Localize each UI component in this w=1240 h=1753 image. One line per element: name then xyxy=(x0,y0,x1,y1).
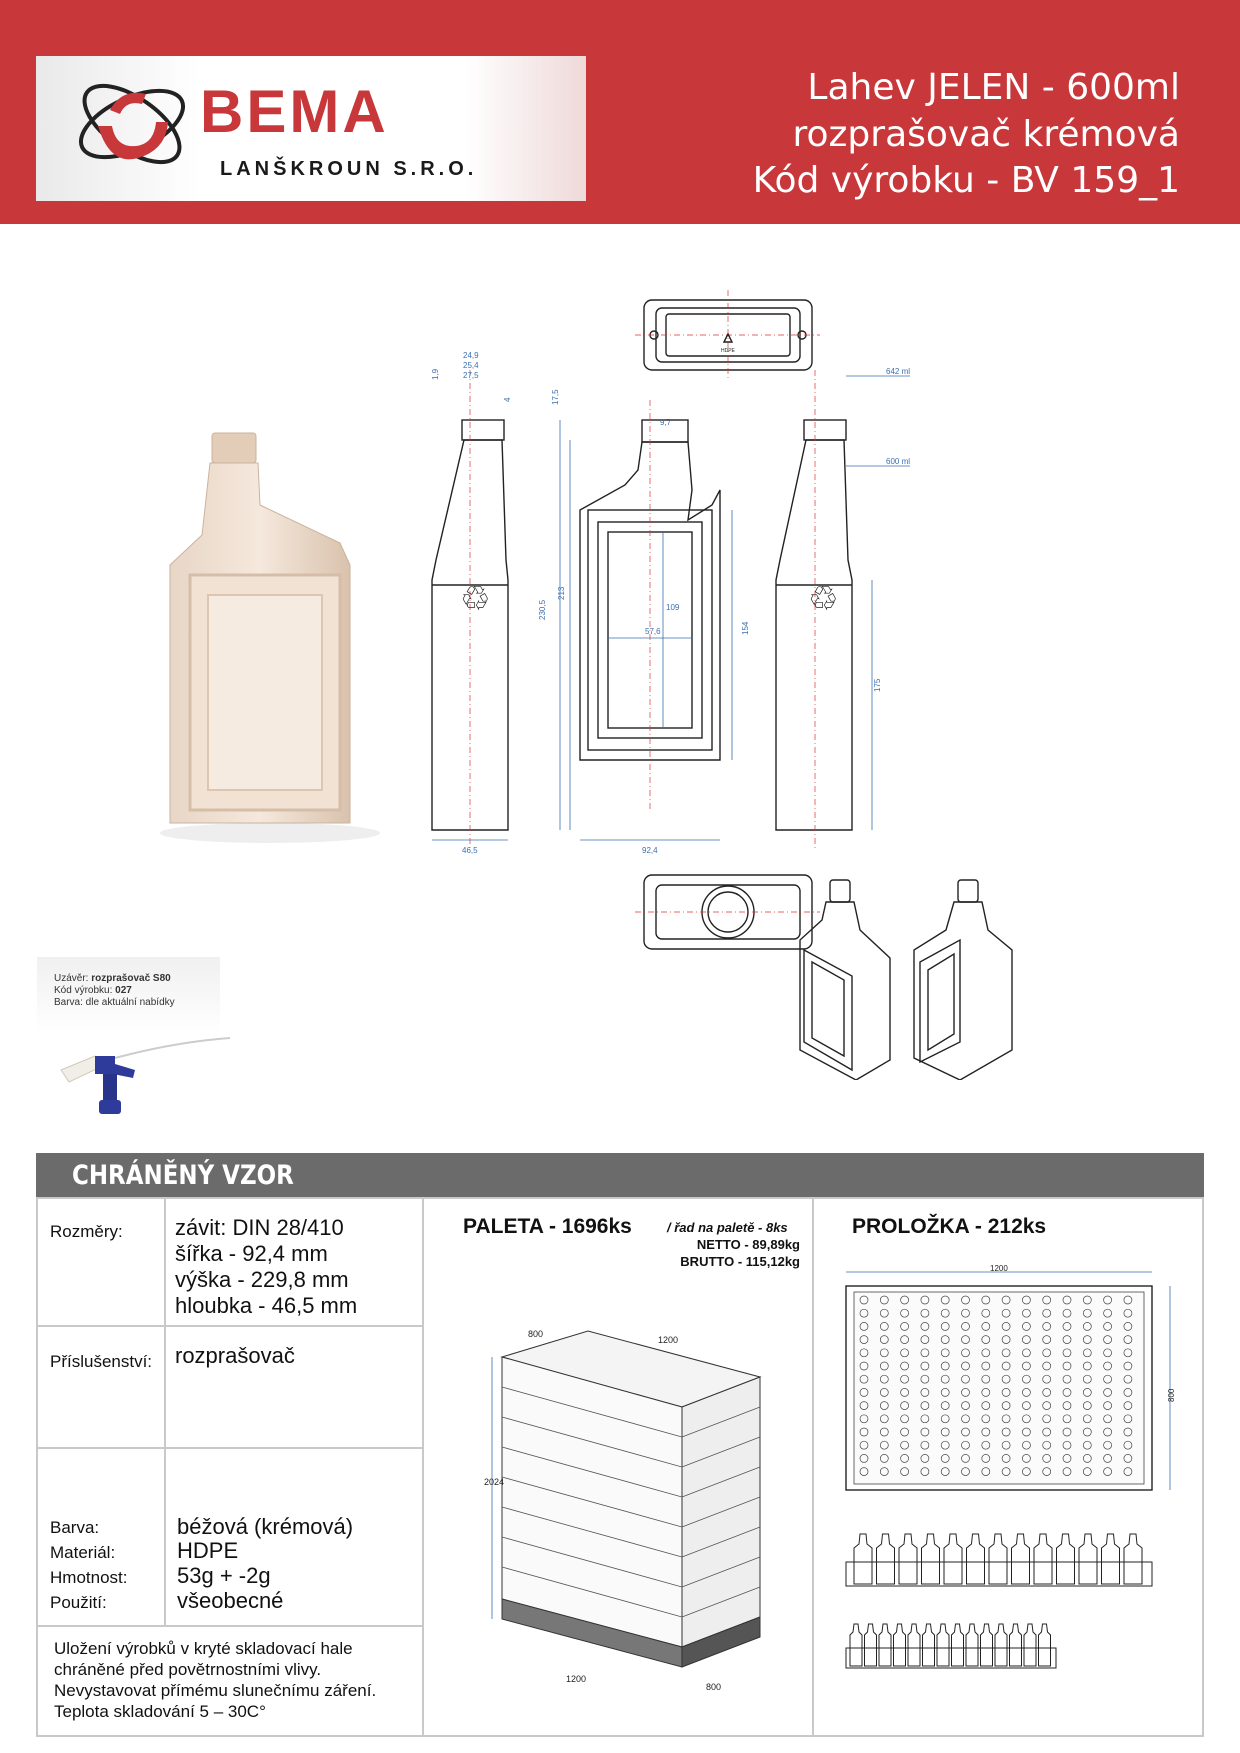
accessories-label: Příslušenství: xyxy=(50,1352,153,1371)
layer-drawing xyxy=(840,1262,1180,1702)
layer-dim-height: 800 xyxy=(1167,1388,1176,1402)
closure-line-2 xyxy=(54,985,132,997)
brand-subtitle: LANŠKROUN S.R.O. xyxy=(220,158,478,180)
recycle-icon: ♲ xyxy=(460,579,491,619)
closure-code-value: 027 xyxy=(115,985,132,996)
isometric-view-left xyxy=(800,880,890,1080)
closure-color: Barva: dle aktuální nabídky xyxy=(54,997,175,1008)
layer-title: PROLOŽKA - 212ks xyxy=(852,1215,1047,1238)
technical-drawing xyxy=(420,290,1040,1080)
dimensions-label: Rozměry: xyxy=(50,1222,123,1241)
bema-logo-icon xyxy=(70,66,195,181)
pallet-netto: NETTO - 89,89kg xyxy=(696,1237,800,1252)
dim-neck-a: 24,9 xyxy=(463,351,479,360)
closure-label: Uzávěr: xyxy=(54,973,92,984)
product-code: Kód výrobku - BV 159_1 xyxy=(752,160,1180,201)
dim-width: 92,4 xyxy=(642,846,658,855)
dim-total-height: 230,5 xyxy=(538,599,547,620)
usage-label: Použití: xyxy=(50,1593,107,1612)
recycle-icon-right: ♲ xyxy=(808,579,839,619)
dim-thread: 1,9 xyxy=(431,368,440,380)
layer-side-bottles xyxy=(846,1534,1152,1586)
storage-line-3: Nevystavovat přímému slunečnímu záření. xyxy=(54,1681,377,1700)
dim-panel-width: 57,6 xyxy=(645,627,661,636)
hdpe-mark: HDPE xyxy=(721,348,735,354)
dim-lip: 4 xyxy=(503,397,512,402)
pallet-dim-1200-top: 1200 xyxy=(658,1335,679,1345)
sprayer-image xyxy=(55,1030,235,1120)
dim-body-height: 213 xyxy=(557,586,566,600)
pallet-dim-800-top: 800 xyxy=(528,1329,544,1339)
product-subtitle: rozprašovač krémová xyxy=(792,114,1180,155)
pallet-dim-height: 2024 xyxy=(484,1477,505,1487)
dim-neck-b: 25,4 xyxy=(463,361,479,370)
layer-dim-width: 1200 xyxy=(990,1264,1008,1273)
dim-volume-642: 642 ml xyxy=(886,367,911,376)
closure-line-1 xyxy=(54,973,171,985)
usage-value: všeobecné xyxy=(177,1588,284,1613)
color-value: béžová (krémová) xyxy=(177,1514,354,1539)
bottom-view xyxy=(635,875,820,949)
accessories-value: rozprašovač xyxy=(175,1343,295,1368)
pallet-title: PALETA - 1696ks xyxy=(463,1215,632,1238)
front-view xyxy=(580,400,720,810)
dimensions-width: šířka - 92,4 mm xyxy=(175,1241,328,1266)
side-view-right xyxy=(776,370,852,850)
dimensions-depth: hloubka - 46,5 mm xyxy=(175,1293,358,1318)
dim-depth: 46,5 xyxy=(462,846,478,855)
isometric-view-right xyxy=(914,880,1012,1080)
layer-front-bottles xyxy=(846,1624,1056,1668)
brand-name: BEMA xyxy=(200,78,389,145)
top-view xyxy=(635,290,820,380)
dim-neck-c: 27,5 xyxy=(463,371,479,380)
dim-top-height: 17,5 xyxy=(551,389,560,405)
bottle-photo xyxy=(150,425,390,845)
weight-label: Hmotnost: xyxy=(50,1568,128,1587)
closure-code-label: Kód výrobku: xyxy=(54,985,116,996)
dim-label-height: 154 xyxy=(741,621,750,635)
pallet-drawing xyxy=(470,1295,770,1715)
material-value: HDPE xyxy=(177,1538,239,1563)
weight-value: 53g + -2g xyxy=(177,1563,271,1588)
pallet-dim-800-bottom: 800 xyxy=(706,1682,722,1692)
color-label: Barva: xyxy=(50,1518,100,1537)
dimensions-height: výška - 229,8 mm xyxy=(175,1267,349,1292)
dimensions-thread: závit: DIN 28/410 xyxy=(175,1215,344,1240)
dim-shoulder: 9,7 xyxy=(660,418,672,427)
pallet-brutto: BRUTTO - 115,12kg xyxy=(680,1254,800,1269)
material-label: Materiál: xyxy=(50,1543,116,1562)
dim-side-height: 175 xyxy=(873,678,882,692)
dim-volume-600: 600 ml xyxy=(886,457,911,466)
pallet-dim-1200-bottom: 1200 xyxy=(566,1674,587,1684)
storage-line-1: Uložení výrobků v kryté skladovací hale xyxy=(54,1639,353,1658)
pallet-per-row: / řad na paletě - 8ks xyxy=(667,1220,788,1235)
dim-panel-height: 109 xyxy=(666,603,680,612)
storage-line-4: Teplota skladování 5 – 30C° xyxy=(54,1702,266,1721)
section-title: CHRÁNĚNÝ VZOR xyxy=(72,1160,294,1191)
side-view-left xyxy=(432,370,508,850)
storage-line-2: chráněné před povětrnostními vlivy. xyxy=(54,1660,322,1679)
product-title: Lahev JELEN - 600ml xyxy=(807,67,1180,108)
closure-value: rozprašovač S80 xyxy=(91,973,171,984)
